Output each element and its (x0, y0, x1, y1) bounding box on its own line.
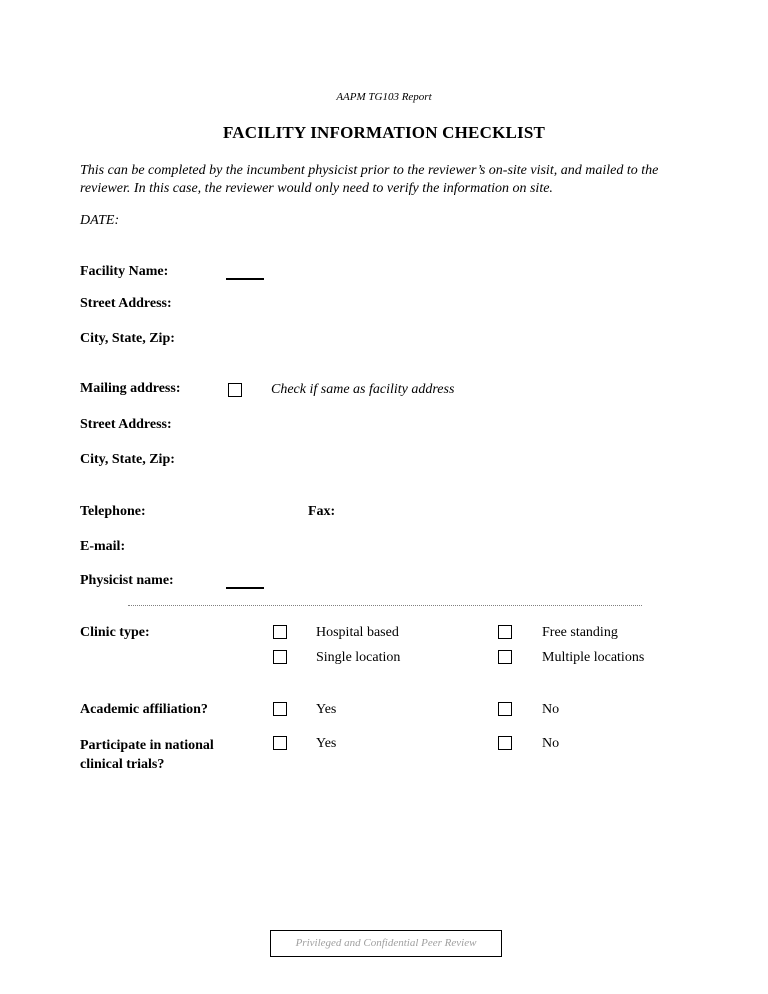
free-standing-checkbox[interactable] (498, 625, 512, 639)
intro-text: This can be completed by the incumbent physicist prior to the reviewer’s on-site visit, and mailed to the reviewer. In this case, the reviewer would only need to verify the information on site. (80, 163, 659, 196)
email-label: E-mail: (80, 539, 126, 554)
multiple-locations-label: Multiple locations (542, 650, 645, 665)
same-as-facility-checkbox[interactable] (228, 383, 242, 397)
physicist-name-label: Physicist name: (80, 573, 174, 588)
section-divider (128, 605, 642, 606)
mailing-city-state-zip-label: City, State, Zip: (80, 452, 175, 467)
mailing-street-address-label: Street Address: (80, 417, 172, 432)
hospital-based-checkbox[interactable] (273, 625, 287, 639)
single-location-checkbox[interactable] (273, 650, 287, 664)
clinic-type-label: Clinic type: (80, 625, 150, 640)
academic-no-label: No (542, 702, 560, 717)
facility-name-field[interactable] (226, 278, 264, 280)
academic-yes-label: Yes (316, 702, 337, 717)
academic-affiliation-label: Academic affiliation? (80, 702, 208, 717)
fax-label: Fax: (308, 504, 336, 519)
telephone-label: Telephone: (80, 504, 146, 519)
single-location-label: Single location (316, 650, 401, 665)
same-as-facility-label: Check if same as facility address (271, 382, 455, 397)
trials-no-checkbox[interactable] (498, 736, 512, 750)
street-address-label: Street Address: (80, 296, 172, 311)
confidential-footer: Privileged and Confidential Peer Review (270, 930, 502, 957)
page-title: FACILITY INFORMATION CHECKLIST (222, 123, 546, 142)
facility-name-label: Facility Name: (80, 264, 169, 279)
clinical-trials-label-line2: clinical trials? (80, 757, 165, 772)
trials-yes-label: Yes (316, 736, 337, 751)
academic-yes-checkbox[interactable] (273, 702, 287, 716)
hospital-based-label: Hospital based (316, 625, 399, 640)
trials-no-label: No (542, 736, 560, 751)
physicist-name-field[interactable] (226, 587, 264, 589)
free-standing-label: Free standing (542, 625, 618, 640)
academic-no-checkbox[interactable] (498, 702, 512, 716)
city-state-zip-label: City, State, Zip: (80, 331, 175, 346)
clinical-trials-label (80, 736, 214, 774)
mailing-address-label: Mailing address: (80, 381, 181, 396)
report-header: AAPM TG103 Report (336, 91, 432, 103)
trials-yes-checkbox[interactable] (273, 736, 287, 750)
date-label: DATE: (80, 213, 120, 228)
clinical-trials-label-line1: Participate in national (80, 738, 214, 753)
multiple-locations-checkbox[interactable] (498, 650, 512, 664)
